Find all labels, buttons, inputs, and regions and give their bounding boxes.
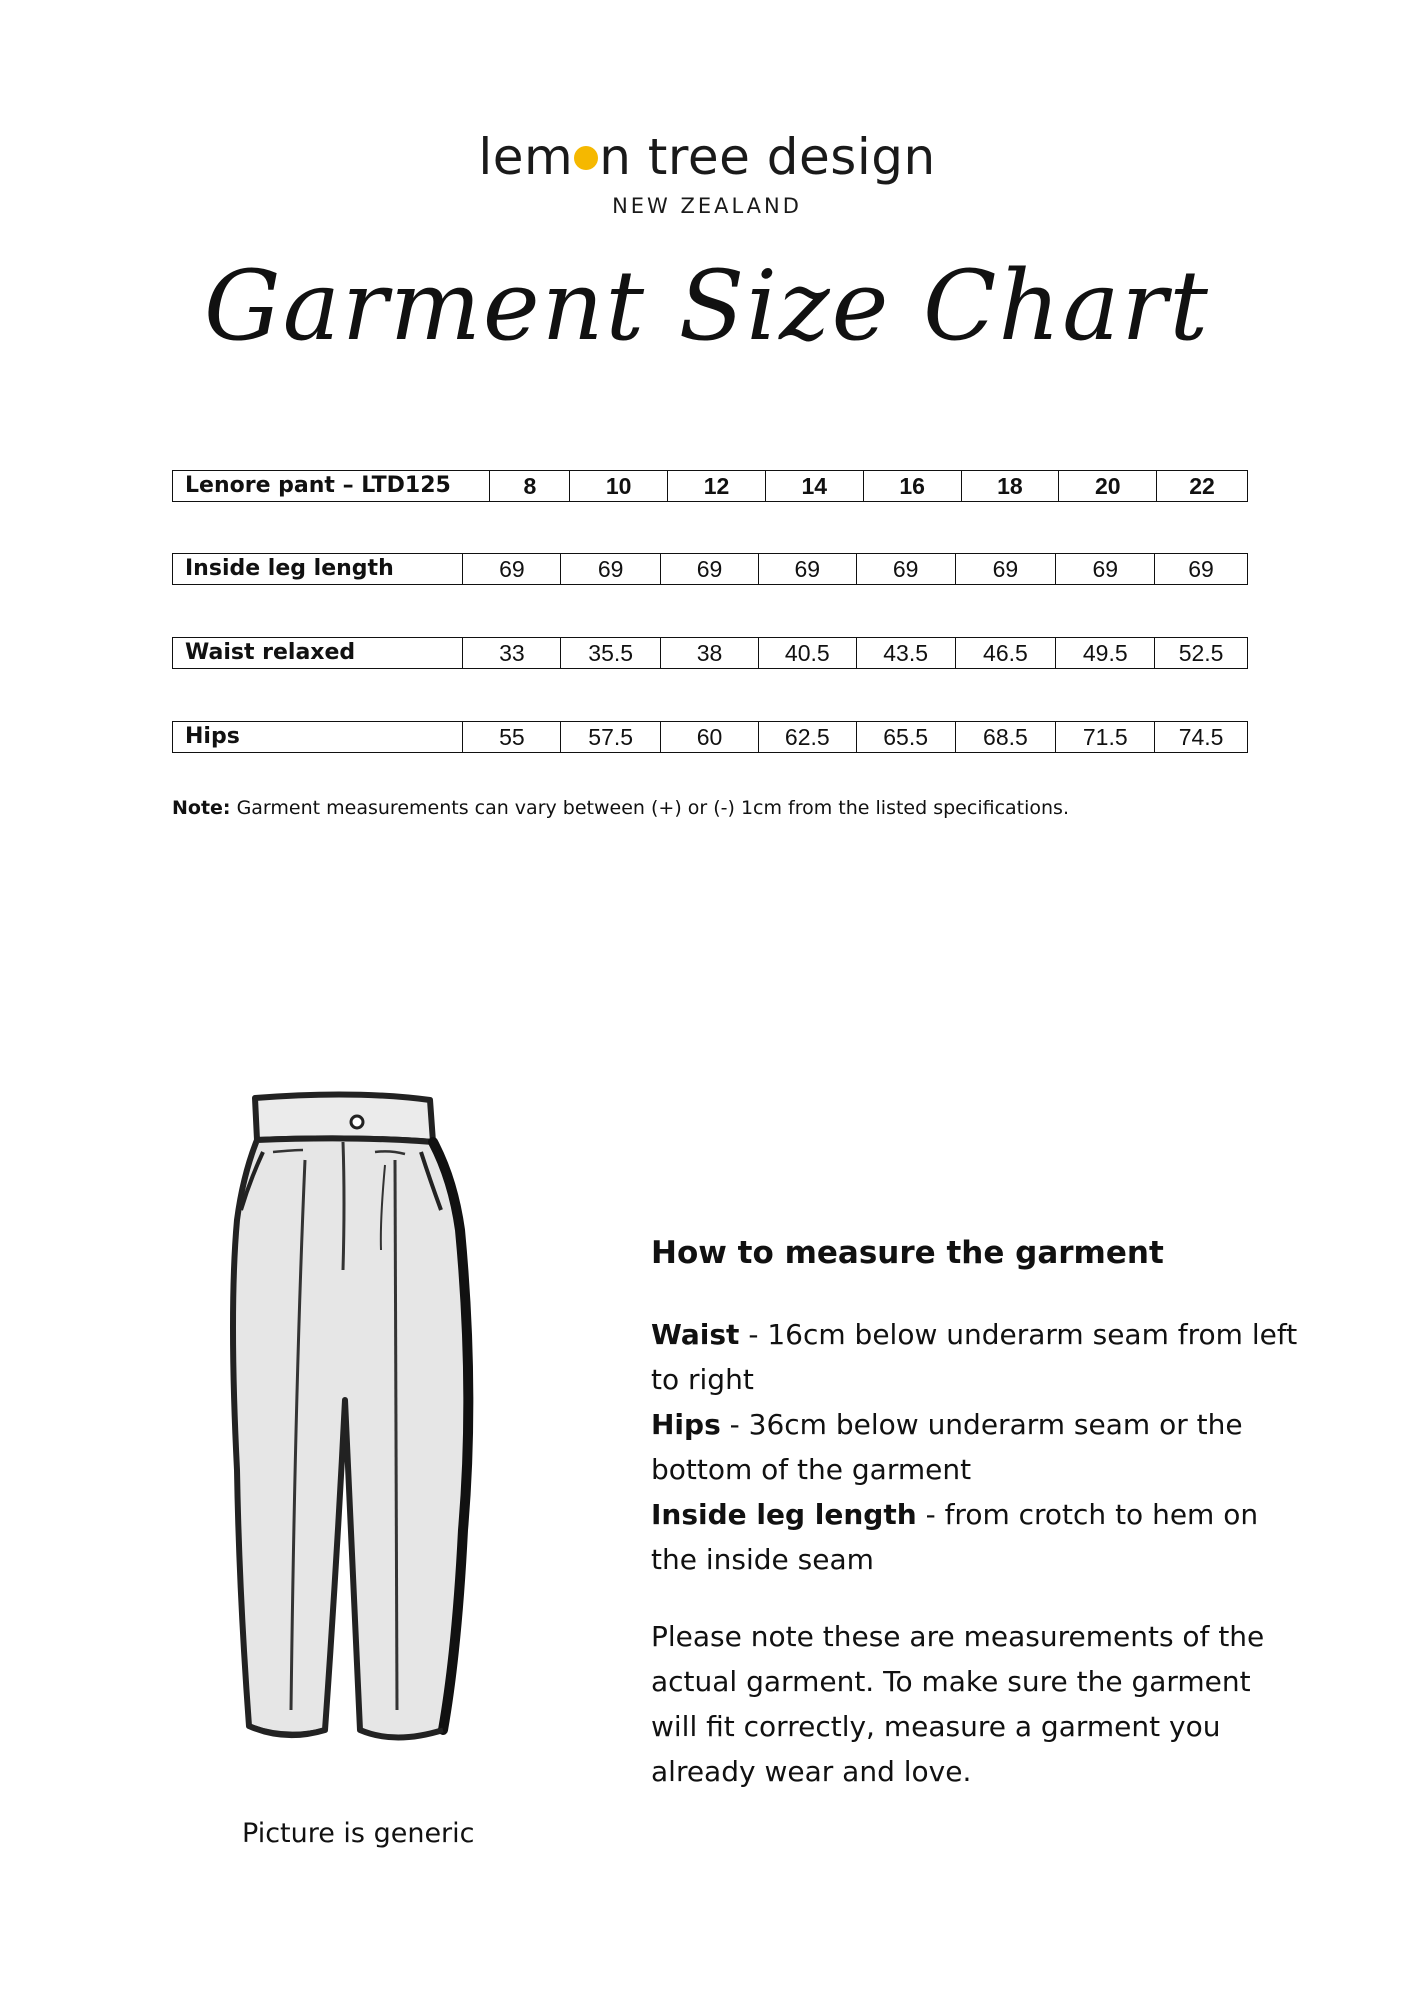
table-row-waist bbox=[172, 637, 1248, 669]
lemon-dot-icon bbox=[574, 146, 598, 170]
table-cell: 40.5 bbox=[758, 638, 856, 668]
instruction-inside-leg bbox=[651, 1492, 1301, 1582]
size-header-cell: 14 bbox=[765, 471, 863, 501]
instruction-text: - 36cm below underarm seam or the bottom of the garment bbox=[651, 1408, 1243, 1487]
size-header-cell: 8 bbox=[489, 471, 569, 501]
size-header-cell: 16 bbox=[863, 471, 961, 501]
table-cell: 52.5 bbox=[1154, 638, 1247, 668]
size-header-cell: 10 bbox=[569, 471, 667, 501]
brand-logo bbox=[0, 128, 1414, 218]
instruction-waist bbox=[651, 1312, 1301, 1402]
table-cell: 65.5 bbox=[856, 722, 955, 752]
instruction-term: Hips bbox=[651, 1408, 721, 1442]
table-cell: 69 bbox=[660, 554, 758, 584]
table-row-hips bbox=[172, 721, 1248, 753]
table-cell: 62.5 bbox=[758, 722, 856, 752]
instructions-paragraph: Please note these are measurements of the actual garment. To make sure the garment will fit correctly, measure a garment you already wear and love. bbox=[651, 1620, 1265, 1789]
illustration-caption: Picture is generic bbox=[242, 1818, 475, 1849]
page-title: Garment Size Chart bbox=[204, 250, 1210, 362]
table-cell: 68.5 bbox=[955, 722, 1056, 752]
table-cell: 69 bbox=[462, 554, 560, 584]
table-cell: 74.5 bbox=[1154, 722, 1247, 752]
table-cell: 43.5 bbox=[856, 638, 955, 668]
table-cell: 60 bbox=[660, 722, 758, 752]
brand-name bbox=[478, 128, 936, 186]
table-cell: 38 bbox=[660, 638, 758, 668]
table-cell: 57.5 bbox=[560, 722, 660, 752]
size-header-cell: 20 bbox=[1058, 471, 1156, 501]
measurement-note bbox=[172, 797, 1069, 819]
table-cell: 33 bbox=[462, 638, 560, 668]
table-cell: 69 bbox=[1154, 554, 1247, 584]
instruction-term: Waist bbox=[651, 1318, 740, 1352]
size-header-row bbox=[172, 470, 1248, 502]
note-text: Garment measurements can vary between (+) or (-) 1cm from the listed specifications. bbox=[230, 797, 1069, 819]
note-label: Note: bbox=[172, 797, 231, 819]
brand-name-part2: n tree design bbox=[599, 128, 936, 186]
row-label: Waist relaxed bbox=[185, 640, 356, 665]
instruction-text: - 16cm below underarm seam from left to right bbox=[651, 1318, 1298, 1397]
table-cell: 69 bbox=[560, 554, 660, 584]
product-label: Lenore pant – LTD125 bbox=[185, 473, 451, 498]
brand-name-part1: lem bbox=[478, 128, 574, 186]
size-header-cell: 22 bbox=[1156, 471, 1247, 501]
measuring-instructions bbox=[651, 1235, 1301, 1794]
table-cell: 69 bbox=[856, 554, 955, 584]
table-cell: 49.5 bbox=[1055, 638, 1154, 668]
row-label: Inside leg length bbox=[185, 556, 394, 581]
table-cell: 71.5 bbox=[1055, 722, 1154, 752]
brand-country: NEW ZEALAND bbox=[612, 194, 802, 218]
instruction-term: Inside leg length bbox=[651, 1498, 917, 1532]
pants-icon bbox=[225, 1090, 485, 1770]
table-row-inside-leg bbox=[172, 553, 1248, 585]
table-cell: 69 bbox=[1055, 554, 1154, 584]
row-label: Hips bbox=[185, 724, 240, 749]
table-cell: 35.5 bbox=[560, 638, 660, 668]
size-header-cell: 12 bbox=[667, 471, 765, 501]
table-cell: 55 bbox=[462, 722, 560, 752]
table-cell: 69 bbox=[955, 554, 1056, 584]
size-header-cell: 18 bbox=[961, 471, 1059, 501]
table-cell: 69 bbox=[758, 554, 856, 584]
instruction-hips bbox=[651, 1402, 1301, 1492]
table-cell: 46.5 bbox=[955, 638, 1056, 668]
instructions-heading: How to measure the garment bbox=[651, 1235, 1164, 1271]
instruction-text: - from crotch to hem on the inside seam bbox=[651, 1498, 1259, 1577]
